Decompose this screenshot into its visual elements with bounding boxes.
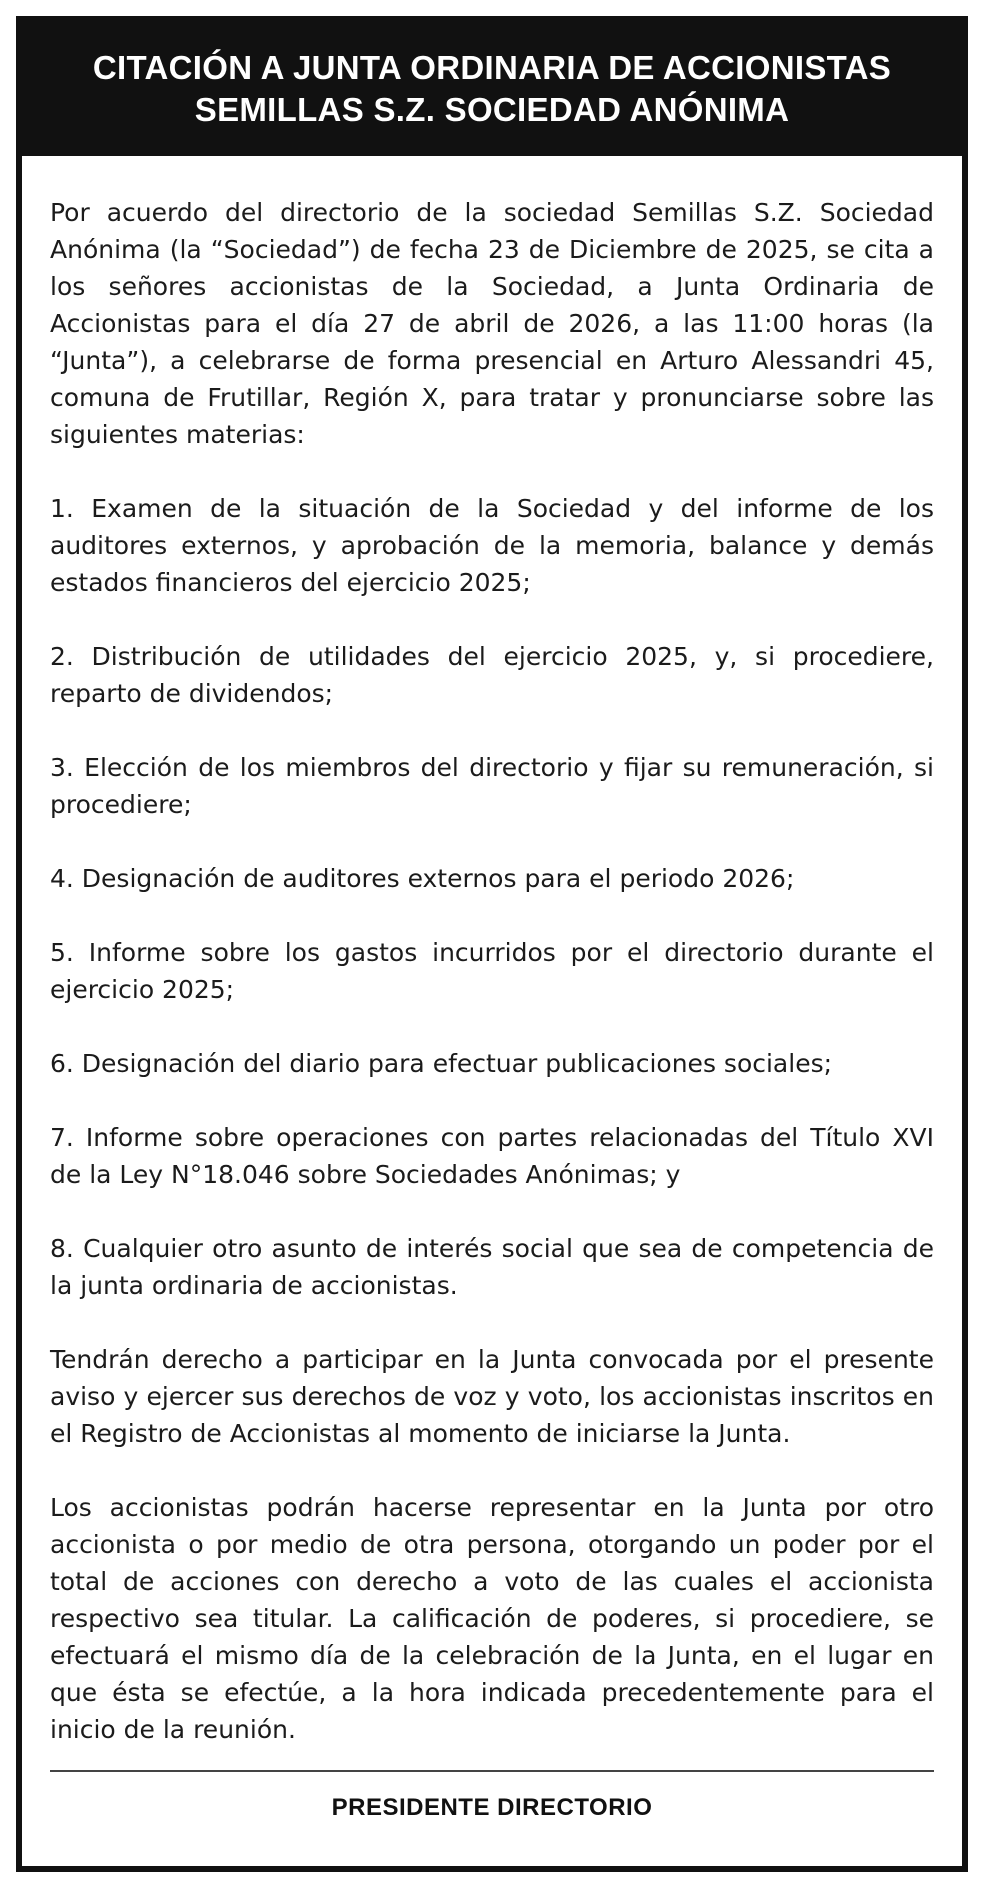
notice-body [22,156,962,1748]
agenda-item-4: 4. Designación de auditores externos para el periodo 2026; [50,864,795,893]
intro-paragraph: Por acuerdo del directorio de la sociedad Semillas S.Z. Sociedad Anónima (la “Sociedad”) de fecha 23 de Diciembre de 2025, se cita a los señores accionistas de la Sociedad, a Junta Ordinaria de Accionistas para el día 27 de abril de 2026, a las 11:00 horas (la “Junta”), a celebrarse de forma presencial en Arturo Alessandri 45, comuna de Frutillar, Región X, para tratar y pronunciarse sobre las siguientes materias: [50,198,934,449]
agenda-item-8: 8. Cualquier otro asunto de interés social que sea de competencia de la junta ordinaria de accionistas. [50,1234,934,1300]
participation-paragraph: Tendrán derecho a participar en la Junta convocada por el presente aviso y ejercer sus derechos de voz y voto, los accionistas inscritos en el Registro de Accionistas al momento de iniciarse la Junta. [50,1345,934,1448]
agenda-item-6: 6. Designación del diario para efectuar publicaciones sociales; [50,1049,833,1078]
agenda-item-1: 1. Examen de la situación de la Sociedad y del informe de los auditores externos, y aprobación de la memoria, balance y demás estados financieros del ejercicio 2025; [50,494,934,597]
agenda-item-3: 3. Elección de los miembros del directorio y fijar su remuneración, si procediere; [50,753,934,819]
company-name: SEMILLAS S.Z. SOCIEDAD ANÓNIMA [194,91,790,128]
representation-paragraph: Los accionistas podrán hacerse representar en la Junta por otro accionista o por medio de otra persona, otorgando un poder por el total de acciones con derecho a voto de las cuales el accionista respectivo sea titular. La calificación de poderes, si procediere, se efectuará el mismo día de la celebración de la Junta, en el lugar en que ésta se efectúe, a la hora indicada precedentemente para el inicio de la reunión. [50,1493,934,1744]
agenda-item-7: 7. Informe sobre operaciones con partes relacionadas del Título XVI de la Ley N°18.046 sobre Sociedades Anónimas; y [50,1123,934,1189]
signature-divider [50,1770,934,1772]
shareholder-meeting-notice [16,16,968,1872]
agenda-item-2: 2. Distribución de utilidades del ejercicio 2025, y, si procediere, reparto de dividendos; [50,642,934,708]
signature-line: PRESIDENTE DIRECTORIO [331,1794,653,1821]
notice-header [22,22,962,156]
agenda-item-5: 5. Informe sobre los gastos incurridos por el directorio durante el ejercicio 2025; [50,938,934,1004]
notice-title: CITACIÓN A JUNTA ORDINARIA DE ACCIONISTAS [92,49,892,86]
